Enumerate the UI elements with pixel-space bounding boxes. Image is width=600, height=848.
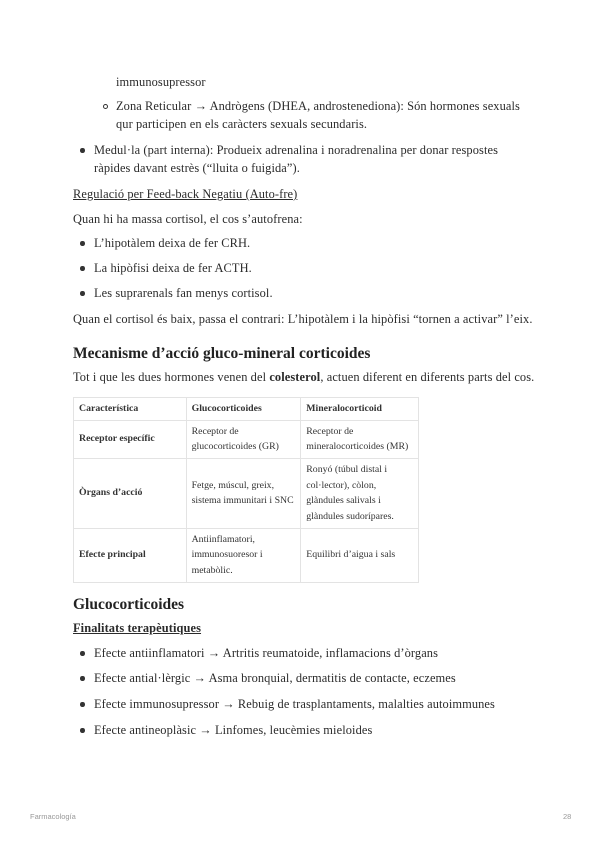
table-cell: Receptor de glucocorticoides (GR)	[186, 420, 301, 458]
table-cell: Fetge, múscul, greix, sistema immunitari i SNC	[186, 458, 301, 528]
intro-paragraph	[73, 368, 534, 386]
bullet	[80, 241, 85, 246]
bullet	[80, 291, 85, 296]
finalitat-item: Efecte antiinflamatori → Artritis reumatoide, inflamacions d’òrgans	[94, 646, 439, 660]
finalitat-item: Efecte immunosupressor → Rebuig de trasplantaments, malalties autoimmunes	[94, 697, 495, 711]
intro-bold: colesterol	[269, 370, 321, 384]
bullet	[80, 728, 85, 733]
table-header-cell: Mineralocorticoid	[301, 398, 419, 421]
table-row	[74, 528, 419, 582]
sub-bullet-circle	[103, 104, 108, 109]
bullet	[80, 651, 85, 656]
bullet	[80, 676, 85, 681]
table-row	[74, 420, 419, 458]
table-cell: Antiinflamatori, immunosuoresor i metabòlic.	[186, 528, 301, 582]
bullet	[80, 266, 85, 271]
section-title: Mecanisme d’acció gluco-mineral corticoides	[73, 345, 371, 362]
regulacio-item: La hipòfisi deixa de fer ACTH.	[94, 261, 252, 275]
finalitats-heading: Finalitats terapèutiques	[73, 621, 202, 635]
finalitat-item: Efecte antial·lèrgic → Asma bronquial, dermatitis de contacte, eczemes	[94, 671, 456, 685]
cortisol-baix-text: Quan el cortisol és baix, passa el contrari: L’hipotàlem i la hipòfisi “tornen a activar” l’eix.	[73, 312, 533, 326]
regulacio-item: L’hipotàlem deixa de fer CRH.	[94, 236, 251, 250]
finalitat-item: Efecte antineoplàsic → Linfomes, leucèmies mieloides	[94, 723, 373, 737]
table-header-cell: Característica	[74, 398, 187, 421]
table-header-row	[74, 398, 419, 421]
comparison-table	[73, 397, 419, 583]
table-cell: Equilibri d’aigua i sals	[301, 528, 419, 582]
table-cell: Efecte principal	[74, 528, 187, 582]
table-cell: Òrgans d’acció	[74, 458, 187, 528]
table-cell: Receptor de mineralocorticoides (MR)	[301, 420, 419, 458]
regulacio-item: Les suprarenals fan menys cortisol.	[94, 286, 273, 300]
section-title: Glucocorticoides	[73, 596, 185, 613]
bullet	[80, 148, 85, 153]
table-cell: Ronyó (túbul distal i col·lector), còlon, glàndules salivals i glàndules sudorípares.	[301, 458, 419, 528]
table-row	[74, 458, 419, 528]
table-header-cell: Glucocorticoides	[186, 398, 301, 421]
footer-title: Farmacología	[30, 812, 76, 821]
intro-text: , actuen diferent en diferents parts del cos.	[320, 370, 535, 384]
zona-reticular-item: Zona Reticular → Andrògens (DHEA, androstenediona): Són hormones sexuals qur participen en els caràcters sexuals secundaris.	[116, 99, 520, 131]
regulacio-heading: Regulació per Feed-back Negatiu (Auto-fre)	[73, 187, 298, 201]
page-number: 28	[563, 812, 572, 821]
intro-text: Tot i que les dues hormones venen del	[73, 370, 270, 384]
medulla-item: Medul·la (part interna): Produeix adrenalina i noradrenalina per donar respostes ràpides davant estrès (“lluita o fuigida”).	[94, 143, 499, 175]
table-cell: Receptor específic	[74, 420, 187, 458]
massa-cortisol-text: Quan hi ha massa cortisol, el cos s’autofrena:	[73, 212, 303, 226]
continuation-text: immunosupressor	[116, 75, 206, 89]
bullet	[80, 702, 85, 707]
